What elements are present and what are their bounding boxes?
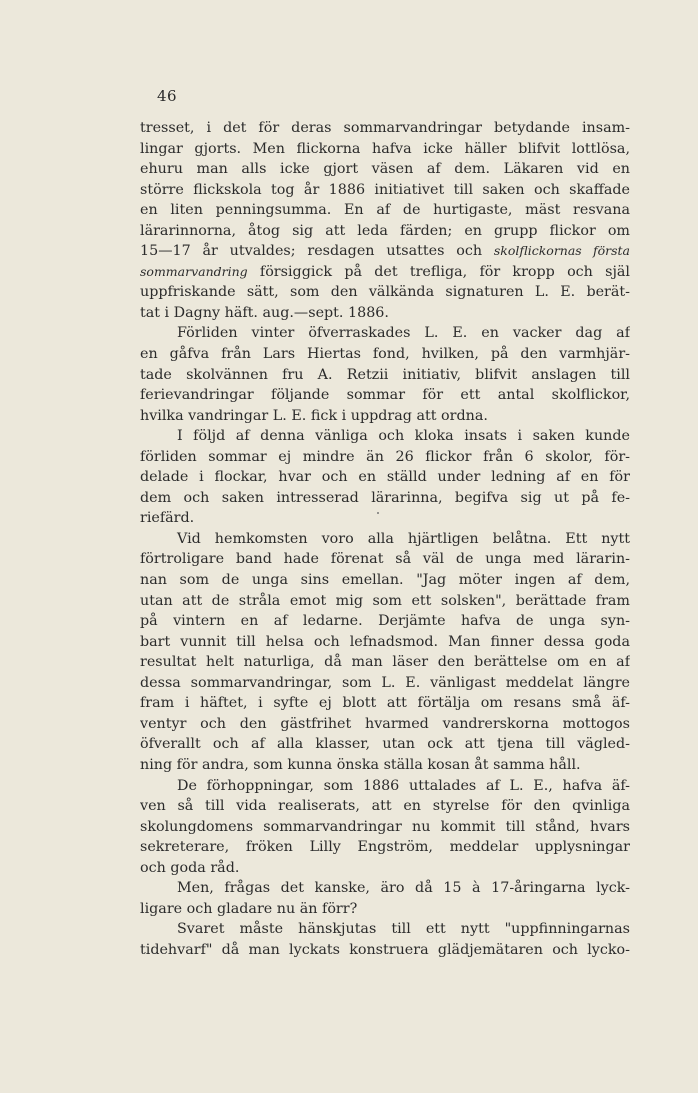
text-line: De förhoppningar, som 1886 uttalades af L. E., hafva äf- (177, 777, 630, 794)
text-line: Men, frågas det kanske, äro då 15 à 17-åringarna lyck- (177, 880, 630, 897)
text-line: Svaret måste hänskjutas till ett nytt "uppfinningarnas (177, 921, 630, 938)
text-line: ven så till vida realiserats, att en styrelse för den qvinliga (140, 798, 630, 815)
text-line: nan som de unga sins emellan. "Jag möter ingen af dem, (140, 572, 630, 589)
text-line: fram i häftet, i syfte ej blott att förtälja om resans små äf- (140, 695, 630, 712)
text-line: ning för andra, som kunna önska ställa kosan åt samma håll. (140, 756, 581, 773)
text-line (140, 262, 630, 283)
text-line: skolungdomens sommarvandringar nu kommit till stånd, hvars (140, 818, 630, 835)
text-line: delade i flockar, hvar och en ställd under ledning af en för (140, 469, 630, 486)
text-line: Vid hemkomsten voro alla hjärtligen belåtna. Ett nytt (177, 530, 630, 547)
italic-text-run: sommarvandring (140, 263, 248, 279)
paper-speck (377, 512, 379, 514)
text-line: öfverallt och af alla klasser, utan ock att tjena till vägled- (140, 736, 630, 753)
text-line (140, 241, 630, 262)
text-line: tat i Dagny häft. aug.—sept. 1886. (140, 304, 389, 321)
text-line: dessa sommarvandringar, som L. E. vänligast meddelat längre (140, 674, 630, 691)
text-line: riefärd. (140, 510, 195, 527)
page-number: 46 (157, 87, 178, 105)
text-line: förtroligare band hade förenat så väl de unga med lärarin- (140, 551, 630, 568)
text-run: 15—17 år utvaldes; resdagen utsattes och (140, 243, 494, 260)
text-line: tresset, i det för deras sommarvandringar betydande insam- (140, 120, 630, 136)
text-line: dem och saken intresserad lärarinna, begifva sig ut på fe- (140, 489, 630, 506)
text-line: ventyr och den gästfrihet hvarmed vandrerskorna mottogos (140, 715, 630, 732)
text-line: lärarinnorna, åtog sig att leda färden; en grupp flickor om (140, 222, 630, 239)
text-line: förliden sommar ej mindre än 26 flickor från 6 skolor, för- (140, 448, 630, 465)
text-line: större flickskola tog år 1886 initiativet till saken och skaffade (140, 181, 630, 198)
text-line: ferievandringar följande sommar för ett antal skolflickor, (140, 387, 630, 404)
text-line: utan att de stråla emot mig som ett solsken", berättade fram (140, 592, 630, 609)
text-line: tidehvarf" då man lyckats konstruera glädjemätaren och lycko- (140, 941, 630, 958)
text-line: Förliden vinter öfverraskades L. E. en vacker dag af (177, 325, 630, 342)
text-line: ehuru man alls icke gjort väsen af dem. Läkaren vid en (140, 161, 630, 178)
text-run: försiggick på det trefliga, för kropp och själ (247, 263, 630, 280)
text-line: tade skolvännen fru A. Retzii initiativ, blifvit anslagen till (140, 366, 630, 383)
text-line: sekreterare, fröken Lilly Engström, meddelar upplysningar (140, 839, 630, 856)
body-text (140, 118, 630, 960)
text-line: I följd af denna vänliga och kloka insats i saken kunde (177, 428, 630, 445)
text-line: och goda råd. (140, 859, 240, 876)
text-line: resultat helt naturliga, då man läser den berättelse om en af (140, 654, 630, 671)
text-line: en gåfva från Lars Hiertas fond, hvilken, på den varmhjär- (140, 346, 630, 363)
text-line: bart vunnit till helsa och lefnadsmod. Man finner dessa goda (140, 633, 630, 650)
italic-text-run: skolflickornas första (493, 243, 630, 259)
text-line: en liten penningsumma. En af de hurtigaste, mäst resvana (140, 202, 630, 219)
text-line: uppfriskande sätt, som den välkända signaturen L. E. berät- (140, 284, 630, 301)
text-line: hvilka vandringar L. E. fick i uppdrag att ordna. (140, 407, 488, 424)
text-line: lingar gjorts. Men flickorna hafva icke häller blifvit lottlösa, (140, 140, 630, 157)
text-line: ligare och gladare nu än förr? (140, 900, 358, 917)
text-line: på vintern en af ledarne. Derjämte hafva de unga syn- (140, 613, 630, 630)
